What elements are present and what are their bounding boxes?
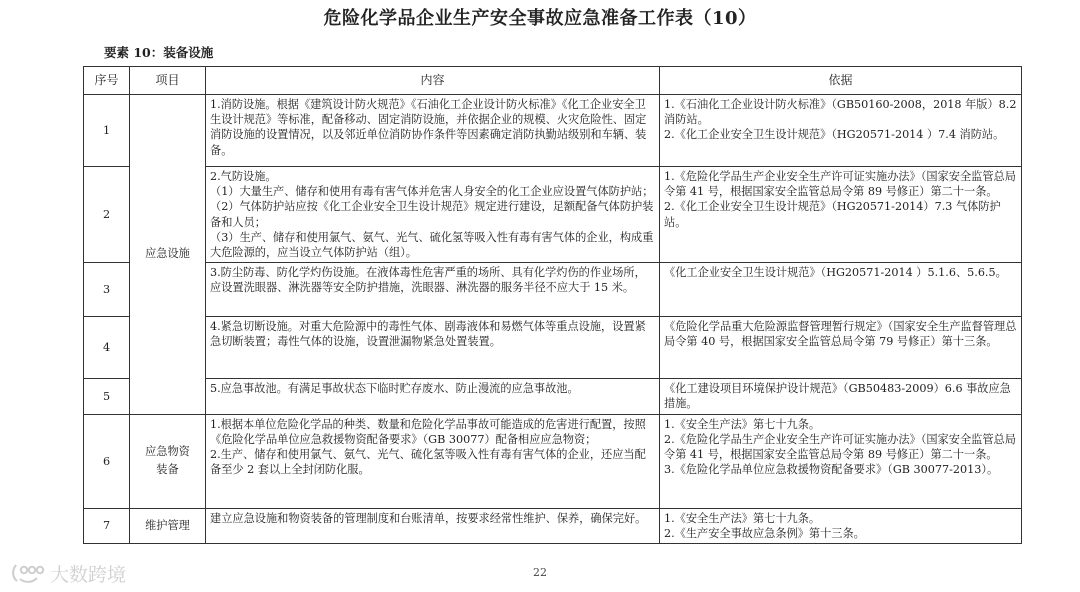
row-basis: 1.《危险化学品生产企业安全生产许可证实施办法》（国家安全监管总局令第 41 号，根据国家安全监管总局令第 89 号修正）第二十一条。 2.《化工企业安全卫生设计规范》（HG20571-2014）7.3 气体防护站。 bbox=[660, 167, 1022, 263]
watermark bbox=[10, 560, 126, 586]
row-basis: 《化工建设项目环境保护设计规范》（GB50483-2009）6.6 事故应急措施。 bbox=[660, 379, 1022, 414]
page-number: 22 bbox=[533, 566, 547, 579]
row-content: 2.气防设施。 （1）大量生产、储存和使用有毒有害气体并危害人身安全的化工企业应设置气体防护站； （2）气体防护站应按《化工企业安全卫生设计规范》规定进行建设，足额配备气体防护装备和人员； （3）生产、储存和使用氯气、氨气、光气、硫化氢等吸入性有毒有害气体的企业，构成重大危险源的，应当设立气体防护站（组）。 bbox=[206, 167, 660, 263]
header-basis: 依据 bbox=[660, 67, 1022, 95]
row-basis: 1.《安全生产法》第七十九条。 2.《生产安全事故应急条例》第十三条。 bbox=[660, 508, 1022, 543]
row-seq: 7 bbox=[84, 508, 130, 543]
table-row bbox=[84, 263, 1022, 317]
row-seq: 1 bbox=[84, 95, 130, 167]
table-row bbox=[84, 508, 1022, 543]
table-header-row bbox=[84, 67, 1022, 95]
row-content: 5.应急事故池。有满足事故状态下临时贮存废水、防止漫流的应急事故池。 bbox=[206, 379, 660, 414]
row-seq: 4 bbox=[84, 317, 130, 379]
watermark-logo-icon bbox=[10, 562, 46, 584]
section-heading: 要素 10：装备设施 bbox=[104, 45, 214, 60]
table-row bbox=[84, 167, 1022, 263]
category-emergency-facilities: 应急设施 bbox=[130, 95, 206, 415]
row-content: 1.根据本单位危险化学品的种类、数量和危险化学品事故可能造成的危害进行配置，按照《危险化学品单位应急救援物资配备要求》（GB 30077）配备相应应急物资； 2.生产、储存和使用氯气、氨气、光气、硫化氢等吸入性有毒有害气体的企业，还应当配备至少 2 套以上全封闭防化服。 bbox=[206, 414, 660, 508]
row-basis: 1.《安全生产法》第七十九条。 2.《危险化学品生产企业安全生产许可证实施办法》（国家安全监管总局令第 41 号，根据国家安全监管总局令第 89 号修正）第二十一条。 3.《危险化学品单位应急救援物资配备要求》（GB 30077-2013）。 bbox=[660, 414, 1022, 508]
document-title: 危险化学品企业生产安全事故应急准备工作表（10） bbox=[323, 8, 757, 29]
row-content: 4.紧急切断设施。对重大危险源中的毒性气体、剧毒液体和易燃气体等重点设施，设置紧急切断装置；毒性气体的设施，设置泄漏物紧急处置装置。 bbox=[206, 317, 660, 379]
table-row bbox=[84, 379, 1022, 414]
watermark-text: 大数跨境 bbox=[50, 563, 127, 586]
row-seq: 3 bbox=[84, 263, 130, 317]
category-maintenance: 维护管理 bbox=[130, 508, 206, 543]
header-seq: 序号 bbox=[84, 67, 130, 95]
requirements-table bbox=[83, 66, 1022, 544]
row-basis: 《化工企业安全卫生设计规范》（HG20571-2014 ）5.1.6、5.6.5。 bbox=[660, 263, 1022, 317]
table-row bbox=[84, 317, 1022, 379]
row-seq: 6 bbox=[84, 414, 130, 508]
row-content: 1.消防设施。根据《建筑设计防火规范》《石油化工企业设计防火标准》《化工企业安全卫生设计规范》等标准，配备移动、固定消防设施，并依据企业的规模、火灾危险性、固定消防设施的设置情况，以及邻近单位消防协作条件等因素确定消防执勤站级别和车辆、装备。 bbox=[206, 95, 660, 167]
category-supplies-equipment: 应急物资 装备 bbox=[130, 414, 206, 508]
table-row bbox=[84, 414, 1022, 508]
row-seq: 5 bbox=[84, 379, 130, 414]
header-content: 内容 bbox=[206, 67, 660, 95]
row-basis: 《危险化学品重大危险源监督管理暂行规定》（国家安全生产监督管理总局令第 40 号，根据国家安全监管总局令第 79 号修正）第十三条。 bbox=[660, 317, 1022, 379]
header-item: 项目 bbox=[130, 67, 206, 95]
row-seq: 2 bbox=[84, 167, 130, 263]
table-row bbox=[84, 95, 1022, 167]
row-basis: 1.《石油化工企业设计防火标准》（GB50160-2008，2018 年版）8.2 消防站。 2.《化工企业安全卫生设计规范》（HG20571-2014 ）7.4 消防站。 bbox=[660, 95, 1022, 167]
row-content: 3.防尘防毒、防化学灼伤设施。在液体毒性危害严重的场所、具有化学灼伤的作业场所，应设置洗眼器、淋洗器等安全防护措施，洗眼器、淋洗器的服务半径不应大于 15 米。 bbox=[206, 263, 660, 317]
row-content: 建立应急设施和物资装备的管理制度和台账清单，按要求经常性维护、保养，确保完好。 bbox=[206, 508, 660, 543]
